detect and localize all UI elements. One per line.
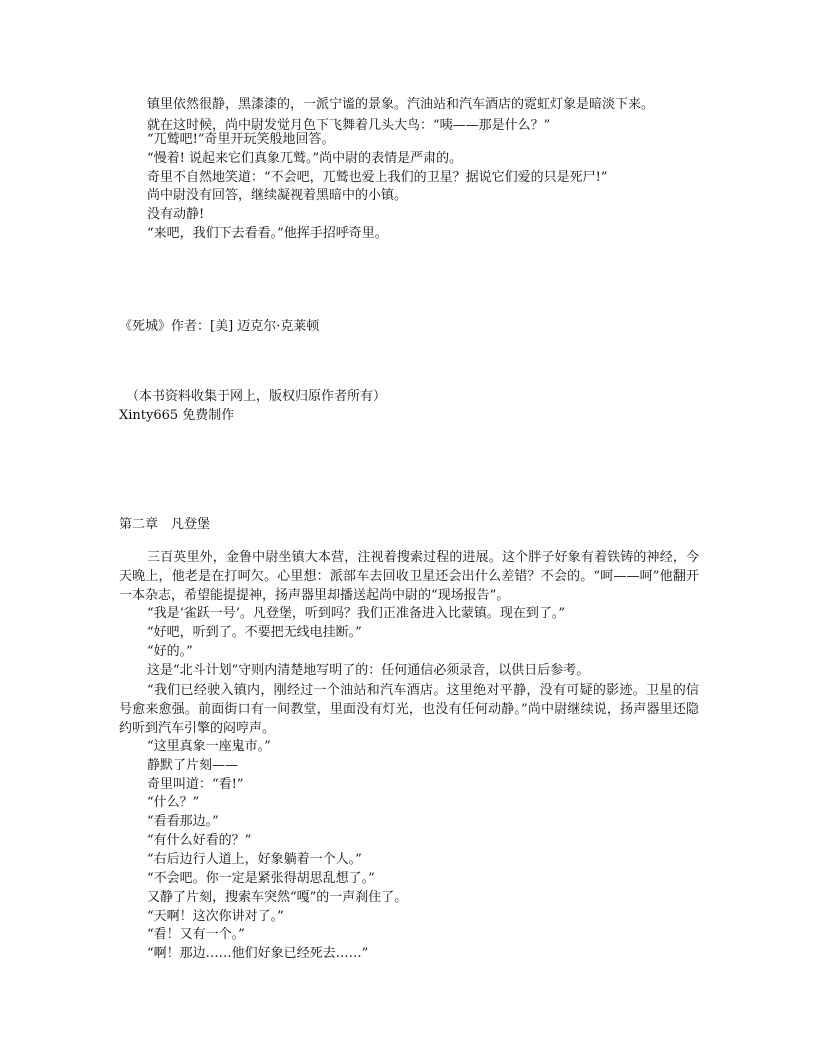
paragraph — [119, 548, 699, 605]
text-line: 尚中尉没有回答，继续凝视着黑暗中的小镇。 — [147, 188, 408, 203]
text-line: 又静了片刻，搜索车突然“嘎”的一声刹住了。 — [147, 890, 408, 905]
text-line: “好吧，听到了。不要把无线电挂断。” — [147, 625, 362, 640]
text-line: “看！又有一个。” — [147, 927, 245, 942]
chapter-heading: 第二章 凡登堡 — [119, 517, 211, 532]
text-line: “啊！那边……他们好象已经死去……” — [147, 946, 369, 961]
text-line: “来吧，我们下去看看。”他挥手招呼奇里。 — [147, 226, 388, 241]
producer-note: Xinty665 免费制作 — [119, 408, 235, 423]
text-line: “什么？” — [147, 795, 200, 810]
text-line: 静默了片刻—— — [147, 758, 239, 773]
text-line: “右后边行人道上，好象躺着一个人。” — [147, 852, 362, 867]
text-line: 奇里不自然地笑道：“不会吧，兀鹫也爱上我们的卫星？据说它们爱的只是死尸!” — [147, 170, 608, 185]
paragraph — [119, 681, 699, 738]
paragraph-text: 三百英里外，金鲁中尉坐镇大本营，注视着搜索过程的进展。这个胖子好象有着铁铸的神经，今天晚上，他老是在打呵欠。心里想：派部车去回收卫星还会出什么差错？不会的。“呵——呵”他翻开一本杂志，希望能提提神，扬声器里却播送起尚中尉的“现场报告”。 — [119, 550, 699, 603]
text-line: “好的。” — [147, 644, 193, 659]
text-line: “天啊！这次你讲对了。” — [147, 909, 284, 924]
text-line: 没有动静! — [147, 207, 205, 222]
text-line: “看看那边。” — [147, 814, 219, 829]
paragraph-text: “我们已经驶入镇内，刚经过一个油站和汽车酒店。这里绝对平静，没有可疑的影迹。卫星的信号愈来愈强。前面街口有一间教堂，里面没有灯光，也没有任何动静。”尚中尉继续说，扬声器里还隐约听到汽车引擎的闷哼声。 — [119, 683, 699, 736]
text-line: “慢着! 说起来它们真象兀鹫。”尚中尉的表情是严肃的。 — [147, 151, 463, 166]
book-title-line: 《死城》作者：[美] 迈克尔·克莱顿 — [119, 319, 320, 334]
text-line: “这里真象一座鬼市。” — [147, 739, 271, 754]
source-note: （本书资料收集于网上，版权归原作者所有） — [126, 389, 387, 404]
text-line: “不会吧。你一定是紧张得胡思乱想了。” — [147, 871, 375, 886]
text-line: “有什么好看的？” — [147, 833, 252, 848]
text-line: “兀鹫吧!”奇里开玩笑般地回答。 — [147, 132, 335, 147]
text-line: 奇里叫道：“看!” — [147, 777, 244, 792]
text-line: 镇里依然很静，黑漆漆的，一派宁谧的景象。汽油站和汽车酒店的霓虹灯象是暗淡下来。 — [147, 97, 655, 112]
text-line: 就在这时候，尚中尉发觉月色下飞舞着几头大鸟：“咦——那是什么？” — [147, 118, 551, 133]
text-line: “我是‘雀跃一号’。凡登堡，听到吗？我们正准备进入比蒙镇。现在到了。” — [147, 606, 566, 621]
text-line: 这是“北斗计划”守则内清楚地写明了的：任何通信必须录音，以供日后参考。 — [147, 663, 590, 678]
